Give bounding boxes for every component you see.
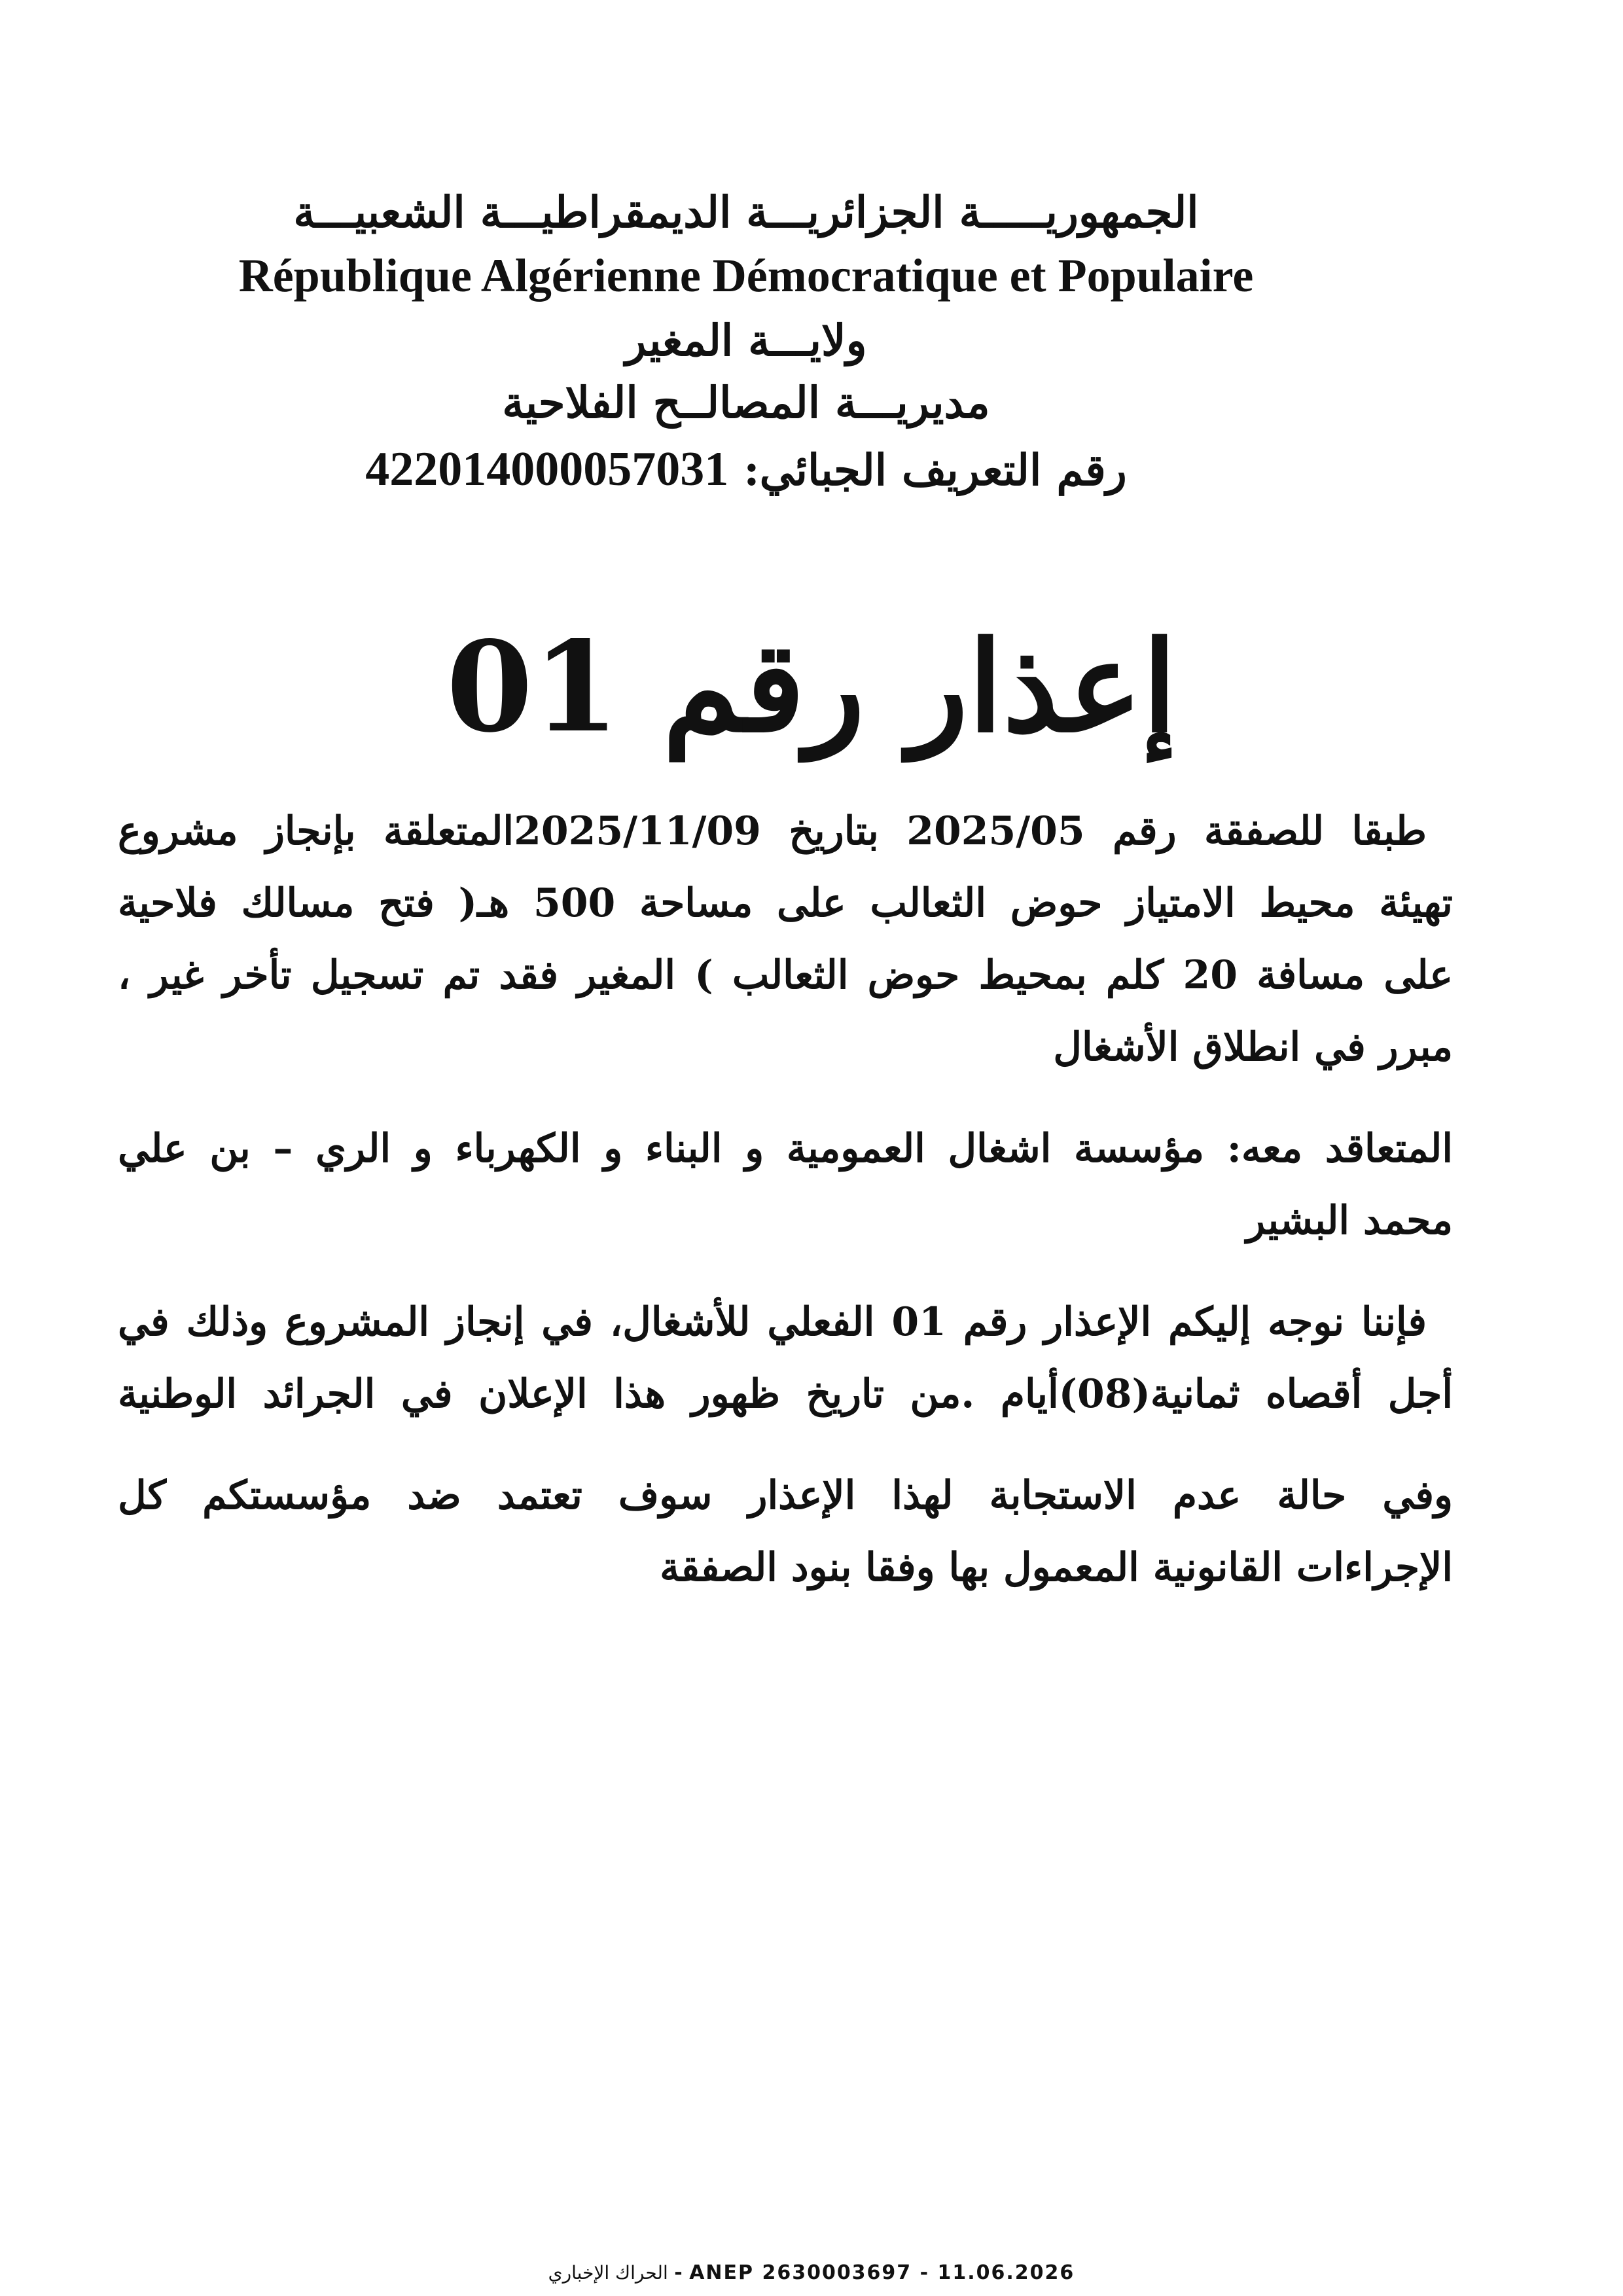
text-line: تهيئة محيط الامتياز حوض الثعالب على مساحة 500 هـ( فتح مسالك فلاحية (118, 880, 1453, 926)
tax-id-label: رقم التعريف الجبائي: (743, 444, 1127, 495)
text-line: فإننا نوجه إليكم الإعذار رقم 01 الفعلي للأشغال، في إنجاز المشروع وذلك في (118, 1299, 1427, 1345)
text-line: مبرر في انطلاق الأشغال (1053, 1024, 1453, 1070)
anep-reference: - ANEP 2630003697 - 11.06.2026 (674, 2261, 1075, 2284)
tax-id-value: 422014000057031 (365, 442, 729, 496)
paragraph-contractor (118, 1113, 1453, 1257)
publication-footer (0, 2261, 1623, 2284)
paragraph-contract-delay (118, 795, 1453, 1083)
paragraph-formal-notice (118, 1286, 1453, 1430)
republic-name-french: République Algérienne Démocratique et Populaire (238, 249, 1254, 302)
tax-id-line (131, 440, 1361, 499)
directorate-name: مديريـــة المصالــح الفلاحية (502, 376, 990, 428)
paragraph-legal-measures (118, 1460, 1453, 1604)
wilaya-name: ولايـــة المغير (625, 314, 867, 366)
notice-body (118, 795, 1453, 1633)
text-line: المتعاقد معه: مؤسسة اشغال العمومية و البناء و الكهرباء و الري – بن علي (118, 1126, 1453, 1172)
newspaper-name: الحراك الإخباري (548, 2262, 668, 2284)
text-line: على مسافة 20 كلم بمحيط حوض الثعالب ) المغير فقد تم تسجيل تأخر غير ، (118, 952, 1454, 998)
text-line: وفي حالة عدم الاستجابة لهذا الإعذار سوف تعتمد ضد مؤسستكم كل (118, 1473, 1453, 1518)
text-line: محمد البشير (1246, 1198, 1453, 1244)
republic-name-arabic: الجمهوريـــــة الجزائريـــة الديمقراطيـــة الشعبيـــة (293, 187, 1199, 238)
text-line: الإجراءات القانونية المعمول بها وفقا بنود الصفقة (660, 1545, 1453, 1590)
text-line: طبقا للصفقة رقم 2025/05 بتاريخ 2025/11/09المتعلقة بإنجاز مشروع (118, 808, 1427, 854)
letterhead (131, 187, 1361, 499)
text-line: أجل أقصاه ثمانية(08)أيام .من تاريخ ظهور هذا الإعلان في الجرائد الوطنية (118, 1371, 1454, 1417)
notice-title: إعذار رقم 01 (446, 614, 1177, 760)
